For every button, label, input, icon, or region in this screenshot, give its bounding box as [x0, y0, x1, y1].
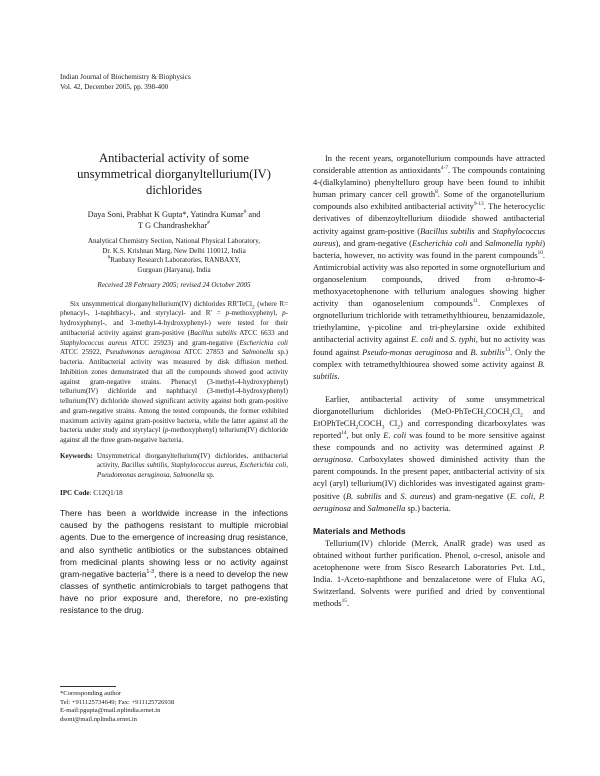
ipc-label: IPC Code — [60, 488, 90, 497]
methods-paragraph: Tellurium(IV) chloride (Merck, AnalR grade) was used as obtained without further purification. Phenol, o-cresol, anisole and acetophenone were from Sisco Research Laboratories Pvt. Ltd., India. 1-Aceto-naphthone and benzalacetone were of Fluka AG, Switzerland. Solvents were purified and dried by conventional methods$^{15}$. — [313, 537, 545, 609]
citation: 10 — [537, 249, 543, 256]
affiliation-mark: # — [107, 254, 111, 261]
left-column — [60, 150, 288, 625]
intro-paragraph: There has been a worldwide increase in the infections caused by the pathogens resistant to multiple microbial agents. Due to the emergence of increasing drug resistance, and also synthetic antibiotics or the substances obtained from medicinal plants showing less or no activity against gram-negative bacteria$^{1-3}$, there is a need to develop the new classes of synthetic antimicrobials to target pathogens that have no prior exposure and, therefore, no pre-existing resistance to the drug. — [60, 508, 289, 616]
authors-line2: T G Chandrashekhar — [138, 221, 208, 230]
authors-line1: Daya Soni, Prabhat K Gupta*, Yatindra Kumar — [87, 210, 244, 219]
ipc-value: : C12Q1/18 — [89, 488, 123, 497]
citation: 11 — [472, 298, 478, 305]
footnote-divider — [60, 686, 116, 687]
paper-title: Antibacterial activity of some unsymmetrical diorganyltellurium(IV) dichlorides — [77, 151, 271, 197]
journal-issue: Vol. 42, December 2005, pp. 398-400 — [60, 83, 169, 91]
journal-name: Indian Journal of Biochemistry & Biophysics — [60, 73, 191, 81]
citation: 15 — [341, 598, 347, 605]
keywords — [60, 452, 288, 481]
email-link[interactable]: E-mail:pgupta@mail.nplindia.ernet.in — [60, 707, 161, 715]
citation: 9-13 — [473, 201, 484, 208]
body-paragraph: Earlier, antibacterial activity of some unsymmetrical diorganotellurium dichlorides ($MeO-PhTeCH_2COCH_3Cl_2$ and $EtOPhTeCH_2COCH_3$ $Cl_2$) and corresponding dicarboxylates was reported$^{14}$, but only E. coli was found to be more sensitive against these compounds and no activity was determined against P. aeruginosa. Carboxylates showed diminished activity than the parent compounds. In the present paper, antibacterial activity of six acyl (aryl) tellurium(IV) dichlorides was investigated against gram-positive (B. subtilis and S. aureus) and gram-negative (E. coli, P. aeruginosa and Salmonella sp.) bacteria. — [313, 393, 546, 513]
citation: 14 — [341, 430, 347, 437]
received-dates: Received 28 February 2005; revised 24 October 2005 — [97, 281, 251, 289]
author-mark: # — [207, 220, 210, 227]
footnotes — [60, 686, 288, 725]
body-paragraph: In the recent years, organotellurium compounds have attracted considerable attention as antioxidants$^{4-7}$. The compounds containing 4-(dialkylamino) phenyltelluro group have been found to inhibit human primary cancer cell growth$^8$. Some of the organotellurium compounds also exhibited antibacterial activity$^{9-13}$. The heterocyclic derivatives of dibenzoyltellurium diiodide showed antibacterial activity against gram-positive (Bacillus subtilis and Staphylococcus aureus), and gram-negative (Escherichia coli and Salmonella typhi) bacteria, however, no activity was found in the parent compounds$^{10}$. Antimicrobial activity was also reported in some orgnotellurium and organoselenium compounds, drived from α-bromo-4-methoxyacetophenone with tellurium analogues showing higher activity than oganoselenium compounds$^{11}$. Complexes of orgnotellurium trichloride with tetramethylthioureu, benzamidazole, triethylamine, γ-picoline and tri-pheylarsine oxide exhibited antibacterial activity against E. coli and S. typhi, but no activity was found against Pseudo-monas aeruginosa and B. subtilis$^{13}$. Only the complex with tetramethylthiourea showed some activity against B. subtilis. — [313, 153, 546, 381]
author-mark: # — [243, 209, 247, 216]
affiliation-line: #Ranbaxy Research Laboratories, RANBAXY, — [107, 254, 241, 264]
email-link[interactable]: dsoni@mail.nplindia.ernet.in — [60, 716, 137, 724]
corresponding-author: *Corresponding author — [60, 690, 121, 697]
citation: 8 — [435, 189, 438, 196]
affiliation-line: Gurgoan (Haryana), India — [137, 265, 211, 274]
abstract: Six unsymmetrical diorganyltellurium(IV) dichlorides RR'TeCl$_2$ (where R= phenacyl-, 1-naphthacyl-, and styrylacyl- and R' = p-methoxyphenyl, p-hydroxyphenyl-, and 3-methyl-4-hydroxyphenyl-) were tested for their antibacterial activity against gram-positive (Bacillus subtilis ATCC 6633 and Staphylococcus aureus ATCC 25923) and gram-negative (Escherichia coli ATCC 25922, Pseudomonas aeruginosa ATCC 27853 and Salmonella sp.) bacteria. Antibacterial activity was measured by disk diffusion method. Inhibition zones demonstrated that all the compounds showed good activity against gram-negative strains. Phenacyl (3-methyl-4-hydroxyphenyl) tellurium(IV) dichloride and naphthacyl (3-methyl-4-hydroxyphenyl) tellurium(IV) dichloride showed significant activity against both gram-positive and gram-negative strains. Among the tested compounds, the former exhibited maximum activity against gram-positive bacteria, while the latter against all the bacteria under study and styrylacyl (p-methoxyphenyl) tellurium(IV) dichloride against all the three gram-negative bacteria. — [60, 299, 289, 444]
affiliation-line: Analytical Chemistry Section, National Physical Laboratory, — [87, 237, 261, 245]
journal-header — [60, 72, 191, 92]
phone-fax: Tel: +911125734649; Fax: +911125726938 — [60, 698, 175, 706]
ipc-code — [60, 489, 288, 499]
keywords-label: Keywords: — [60, 451, 93, 460]
section-heading: Materials and Methods — [313, 525, 406, 536]
affiliation-line: Dr. K.S. Krishnan Marg, New Delhi 110012, India — [102, 246, 246, 255]
affiliations — [60, 237, 288, 275]
authors-and: and — [246, 210, 261, 219]
citation: 4-7 — [440, 165, 449, 172]
citation: 1-3 — [146, 569, 155, 575]
right-column — [313, 152, 545, 609]
author-list — [60, 209, 288, 231]
citation: 13 — [504, 346, 511, 353]
keywords-list: Unsymmetrical diorganyltellurium(IV) dichlorides, antibacterial activity, Bacillus subtilis, Staphylococcus aureus, Escherichia coli, Pseudomonas aeruginosa, Salmonella sp. — [96, 451, 288, 479]
